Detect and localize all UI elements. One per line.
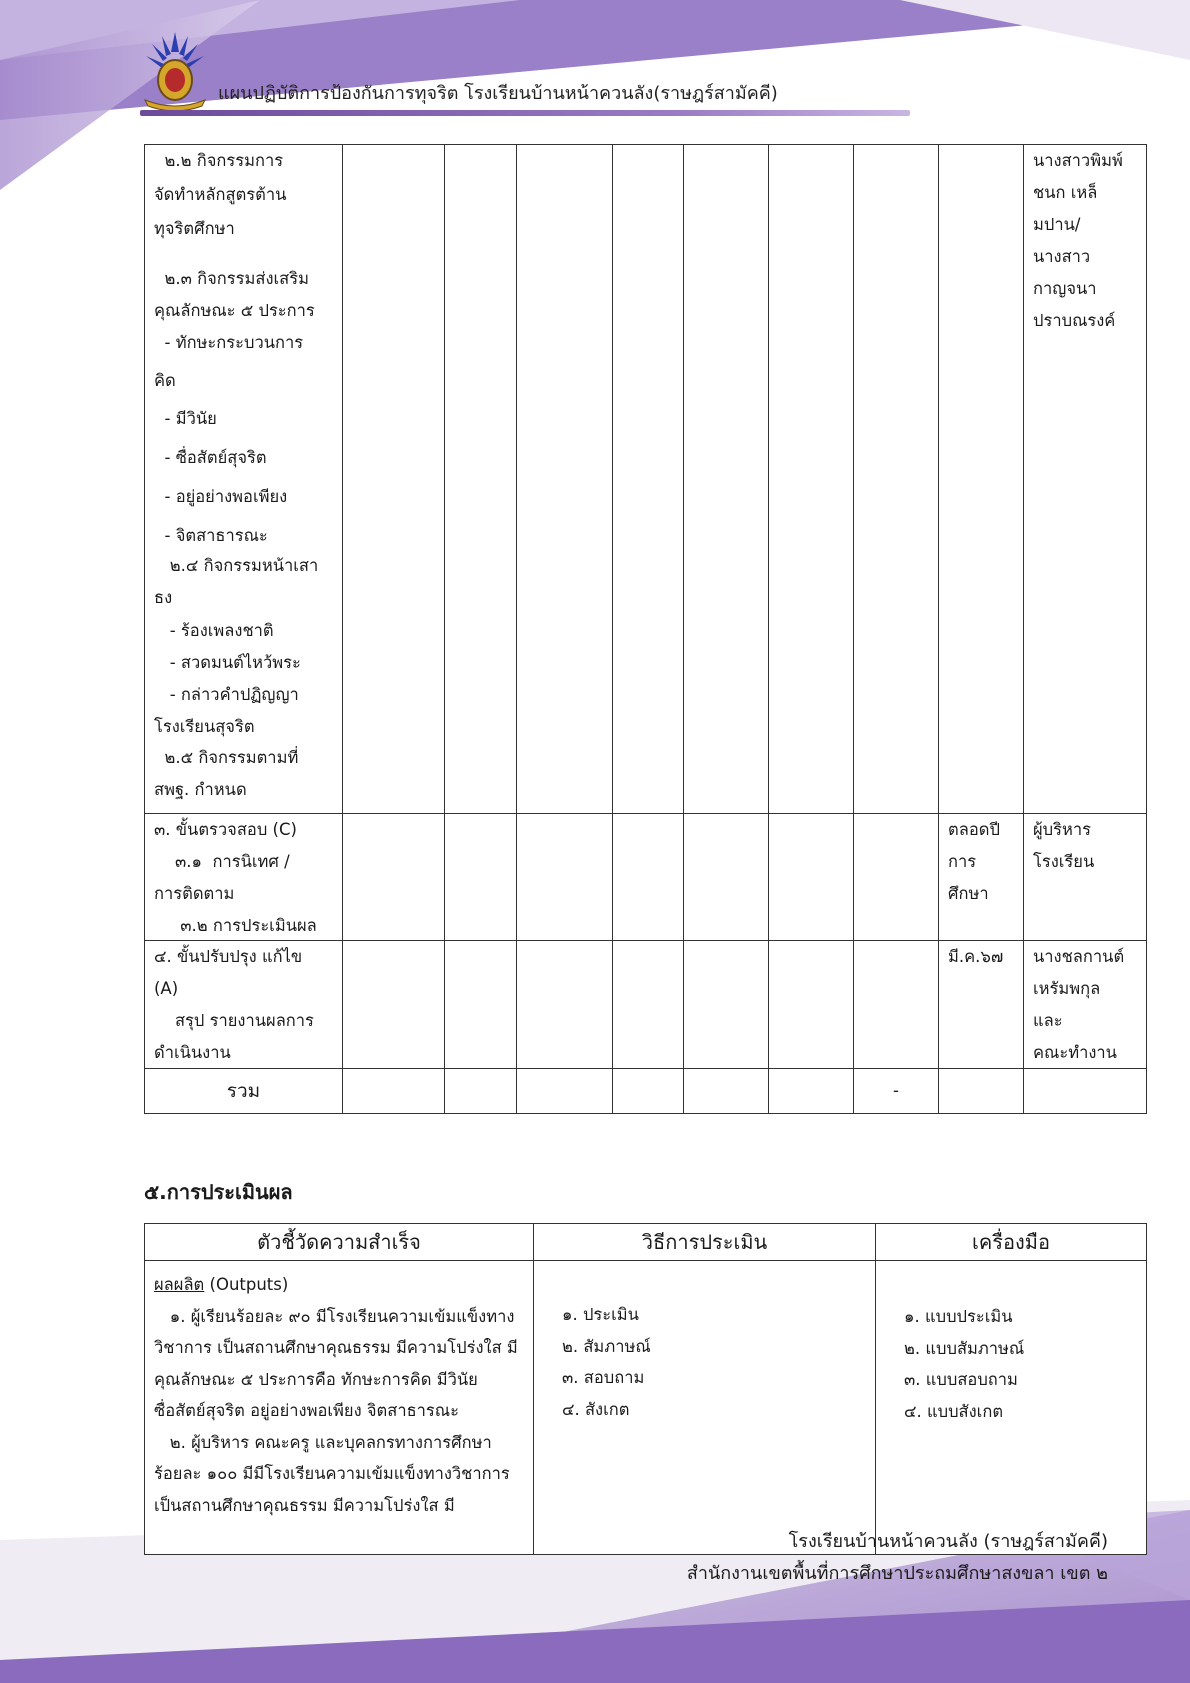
period-line: มี.ค.๖๗ [948,947,1004,966]
total-row [145,1069,1147,1114]
page-footer [687,1526,1108,1590]
empty-cell [684,941,769,1069]
empty-cell [769,1069,854,1114]
method-item: ๓. สอบถาม [562,1368,645,1387]
indicator-line: ร้อยละ ๑๐๐ มีมีโรงเรียนความเข้มแข็งทางวิชาการ [154,1464,510,1483]
method-item: ๔. สังเกต [562,1399,630,1419]
empty-cell [613,1069,684,1114]
activity-line: - ร้องเพลงชาติ [154,621,274,640]
table-row [145,1261,1147,1555]
outputs-line [154,1269,527,1301]
empty-cell [613,145,684,814]
activity-line: สรุป รายงานผลการ [154,1011,314,1030]
tools-cell [876,1261,1147,1555]
activity-line: ทุจริตศึกษา [154,219,235,238]
tool-item: ๓. แบบสอบถาม [904,1370,1018,1389]
empty-cell [769,145,854,814]
empty-cell [445,145,517,814]
empty-cell [343,1069,445,1114]
responsible-line: มปาน/ [1033,215,1081,234]
action-plan-table [144,144,1147,1114]
empty-cell [613,814,684,941]
activity-line: คุณลักษณะ ๕ ประการ [154,301,315,320]
activity-line: ๒.๔ กิจกรรมหน้าเสา [154,556,319,575]
empty-cell [445,814,517,941]
footer-school-name: โรงเรียนบ้านหน้าควนลัง (ราษฎร์สามัคคี) [788,1531,1108,1552]
empty-cell [684,145,769,814]
responsible-line: นางสาว [1033,247,1091,266]
indicator-line: เป็นสถานศึกษาคุณธรรม มีความโปร่งใส มี [154,1495,455,1515]
responsible-line: และ [1033,1011,1063,1030]
column-header: ตัวชี้วัดความสำเร็จ [145,1224,534,1261]
activity-line: (A) [154,979,179,998]
header-title: แผนปฏิบัติการป้องกันการทุจริต โรงเรียนบ้านหน้าควนลัง(ราษฎร์สามัคคี) [218,83,778,104]
method-item: ๑. ประเมิน [562,1305,639,1324]
activity-line: - ซื่อสัตย์สุจริต [154,448,267,467]
tool-item: ๒. แบบสัมภาษณ์ [904,1338,1025,1358]
empty-cell [445,1069,517,1114]
responsible-cell [1024,941,1147,1069]
period-line: ศึกษา [948,884,989,903]
activity-line: - สวดมนต์ไหว้พระ [154,653,301,672]
activity-cell [145,814,343,941]
column-header: วิธีการประเมิน [534,1224,876,1261]
activity-line: ๓.๑ การนิเทศ / [154,852,290,871]
empty-cell [517,814,613,941]
empty-cell [939,1069,1024,1114]
empty-cell [684,1069,769,1114]
empty-cell [343,145,445,814]
period-cell [939,941,1024,1069]
indicator-line: ๑. ผู้เรียนร้อยละ ๙๐ มีโรงเรียนความเข้มแข็งทาง [154,1306,515,1326]
responsible-line: ปราบณรงค์ [1033,311,1116,330]
activity-line: คิด [154,371,176,390]
indicator-line: คุณลักษณะ ๕ ประการคือ ทักษะการคิด มีวินัย [154,1369,478,1389]
empty-cell [613,941,684,1069]
table-row [145,814,1147,941]
activity-line: - อยู่อย่างพอเพียง [154,487,288,506]
empty-cell [769,941,854,1069]
header-row [145,1224,1147,1261]
activity-line: สพฐ. กำหนด [154,780,247,799]
responsible-line: นางสาวพิมพ์ [1033,151,1123,170]
responsible-line: กาญจนา [1033,279,1097,298]
column-header: เครื่องมือ [876,1224,1147,1261]
responsible-line: โรงเรียน [1033,852,1095,871]
period-cell [939,814,1024,941]
period-cell [939,145,1024,814]
activity-line: ดำเนินงาน [154,1043,231,1062]
empty-cell [854,814,939,941]
empty-cell [445,941,517,1069]
table-row [145,941,1147,1069]
period-line: การ [948,852,977,871]
responsible-line: ชนก เหล็ [1033,183,1098,202]
total-label: รวม [145,1069,343,1114]
responsible-cell [1024,814,1147,941]
methods-cell [534,1261,876,1555]
activity-cell [145,145,343,814]
outputs-label: ผลผลิต [154,1275,205,1294]
activity-line: - มีวินัย [154,409,217,428]
empty-cell [517,145,613,814]
footer-office-name: สำนักงานเขตพื้นที่การศึกษาประถมศึกษาสงขลา เขต ๒ [686,1563,1108,1584]
responsible-line: นางชลกานต์ [1033,947,1125,966]
section-title: ๕.การประเมินผล [144,1180,293,1204]
activity-line: ๒.๒ กิจกรรมการ [154,151,284,170]
activity-line: ๓.๒ การประเมินผล [154,916,317,935]
empty-cell [517,1069,613,1114]
activity-line: จัดทำหลักสูตรต้าน [154,185,287,204]
activity-line: - ทักษะกระบวนการ [154,333,304,352]
period-line: ตลอดปี [948,820,1000,839]
activity-line: การติดตาม [154,884,235,903]
empty-cell [343,814,445,941]
activity-line: โรงเรียนสุจริต [154,717,255,736]
activity-cell [145,941,343,1069]
evaluation-table [144,1223,1147,1555]
responsible-line: เหรัมพกุล [1033,979,1101,998]
tool-item: ๔. แบบสังเกต [904,1401,1004,1421]
activity-line: ธง [154,588,173,607]
page-header [140,30,920,120]
responsible-cell [1024,145,1147,814]
activity-line: - จิตสาธารณะ [154,526,268,545]
method-item: ๒. สัมภาษณ์ [562,1336,651,1356]
empty-cell [684,814,769,941]
indicator-cell [145,1261,534,1555]
indicator-line: ๒. ผู้บริหาร คณะครู และบุคลกรทางการศึกษา [154,1432,492,1452]
empty-cell [1024,1069,1147,1114]
responsible-line: ผู้บริหาร [1033,820,1092,839]
activity-line: - กล่าวคำปฏิญญา [154,685,299,704]
empty-cell [854,145,939,814]
outputs-suffix: (Outputs) [204,1275,289,1294]
empty-cell [769,814,854,941]
header-divider [140,110,910,116]
school-logo-icon [140,30,210,112]
total-value: - [854,1069,939,1114]
responsible-line: คณะทำงาน [1033,1043,1117,1062]
indicator-line: ซื่อสัตย์สุจริต อยู่อย่างพอเพียง จิตสาธารณะ [154,1401,459,1420]
empty-cell [854,941,939,1069]
activity-line: ๒.๕ กิจกรรมตามที่ [154,748,299,767]
activity-line: ๓. ขั้นตรวจสอบ (C) [154,820,297,839]
table-row [145,145,1147,814]
empty-cell [517,941,613,1069]
tool-item: ๑. แบบประเมิน [904,1307,1013,1326]
activity-line: ๒.๓ กิจกรรมส่งเสริม [154,269,309,288]
indicator-line: วิชาการ เป็นสถานศึกษาคุณธรรม มีความโปร่งใส มี [154,1338,518,1357]
activity-line: ๔. ขั้นปรับปรุง แก้ไข [154,947,303,966]
empty-cell [343,941,445,1069]
